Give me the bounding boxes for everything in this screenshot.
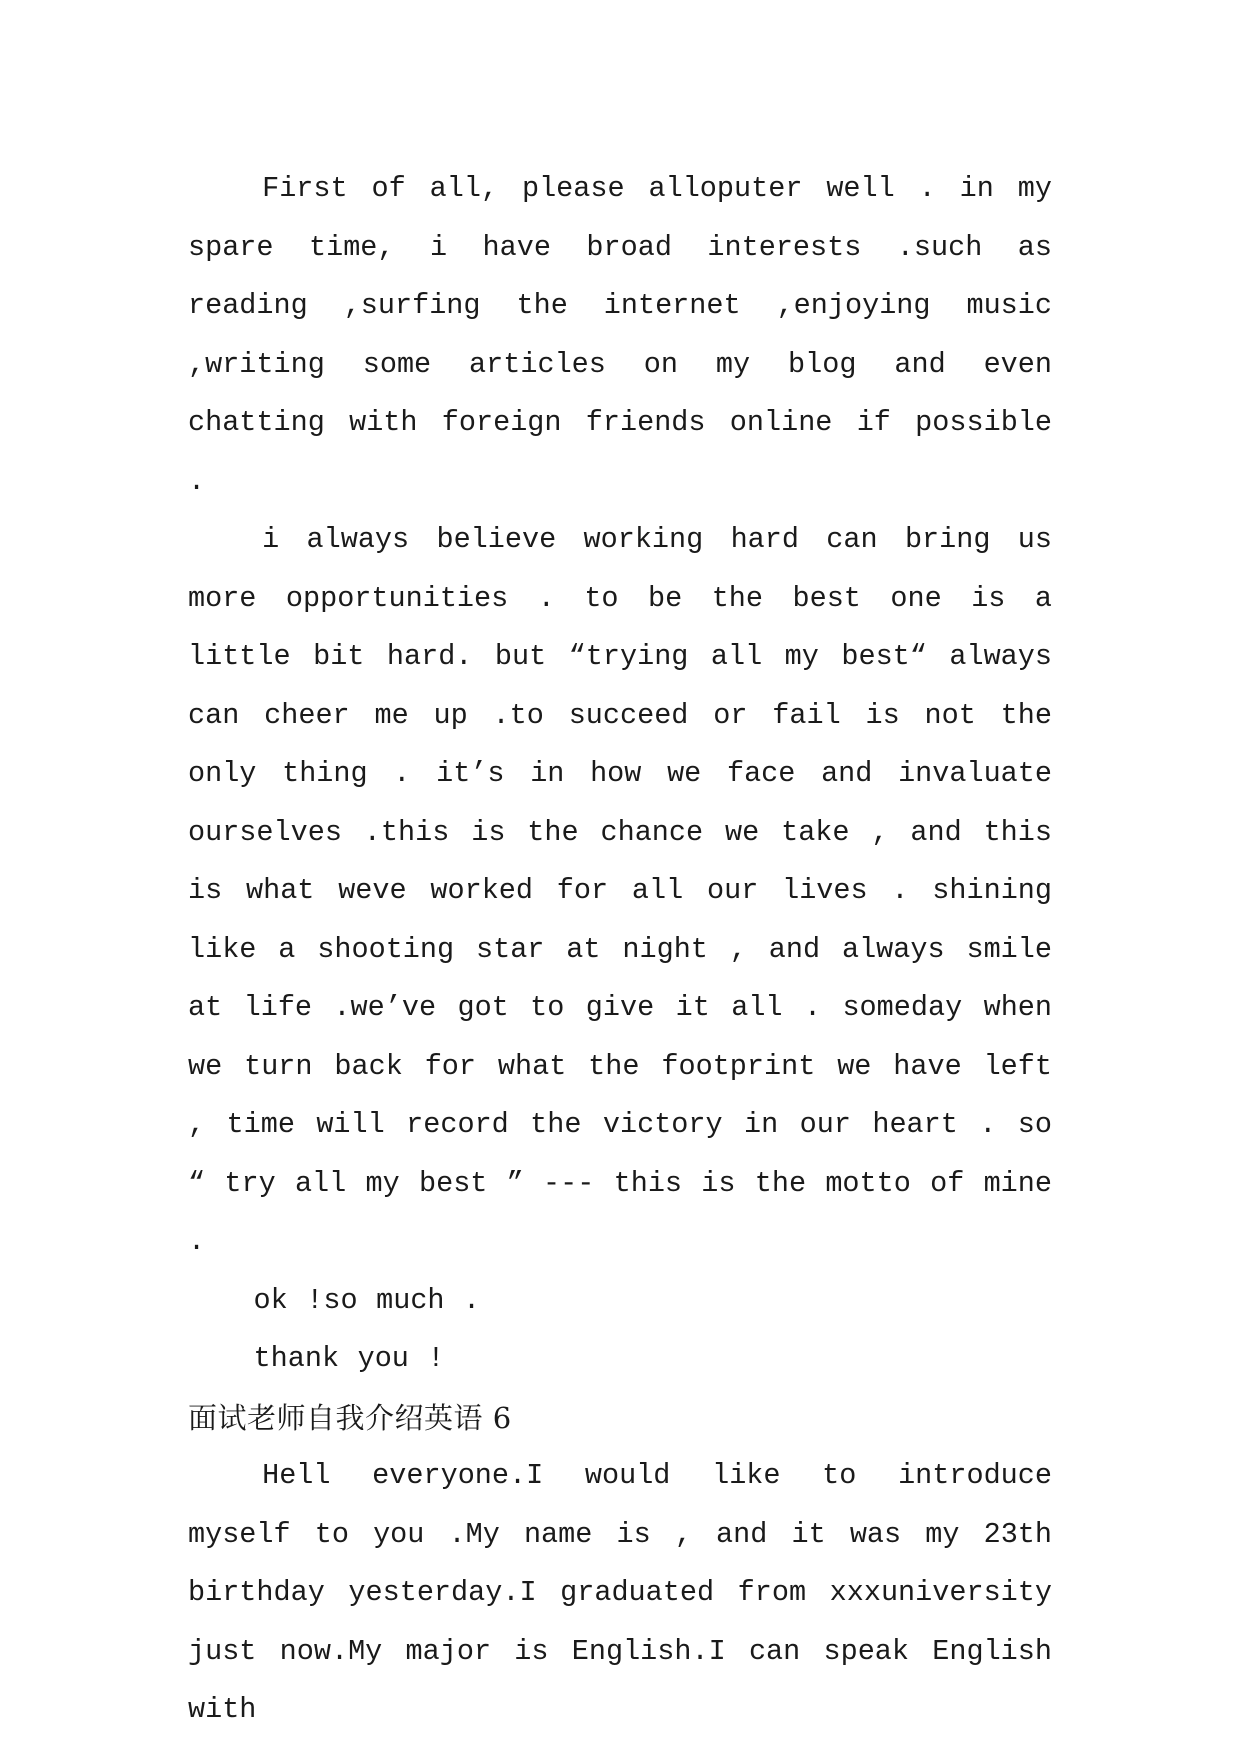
section-heading: 面试老师自我介绍英语 6 <box>188 1400 512 1435</box>
paragraph-closing: ok !so much . <box>253 1283 481 1317</box>
paragraph-hobbies: First of all, please alloputer well . in my spare time, i have broad interests .such as reading ,surfing the internet ,enjoying music ,writing some articles on my blog and even chatting with foreign friends online if possible . <box>188 172 1052 498</box>
paragraph-thanks: thank you ! <box>253 1342 445 1375</box>
paragraph-motto: i always believe working hard can bring us more opportunities . to be the best one is a little bit hard. but “trying all my best“ always can cheer me up .to succeed or fail is not the only thing . it’s in how we face and invaluate ourselves .this is the chance we take , and this is what weve worked for all our lives . shining like a shooting star at night , and always smile at life .we’ve got to give it all . someday when we turn back for what the footprint we have left , time will record the victory in our heart . so “ try all my best ” --- this is the motto of mine . <box>188 523 1052 1258</box>
paragraph-introduction: Hell everyone.I would like to introduce myself to you .My name is , and it was my 23th birthday yesterday.I graduated from xxxuniversity just now.My major is English.I can speak English with <box>188 1459 1052 1726</box>
document-body <box>188 160 1052 1740</box>
